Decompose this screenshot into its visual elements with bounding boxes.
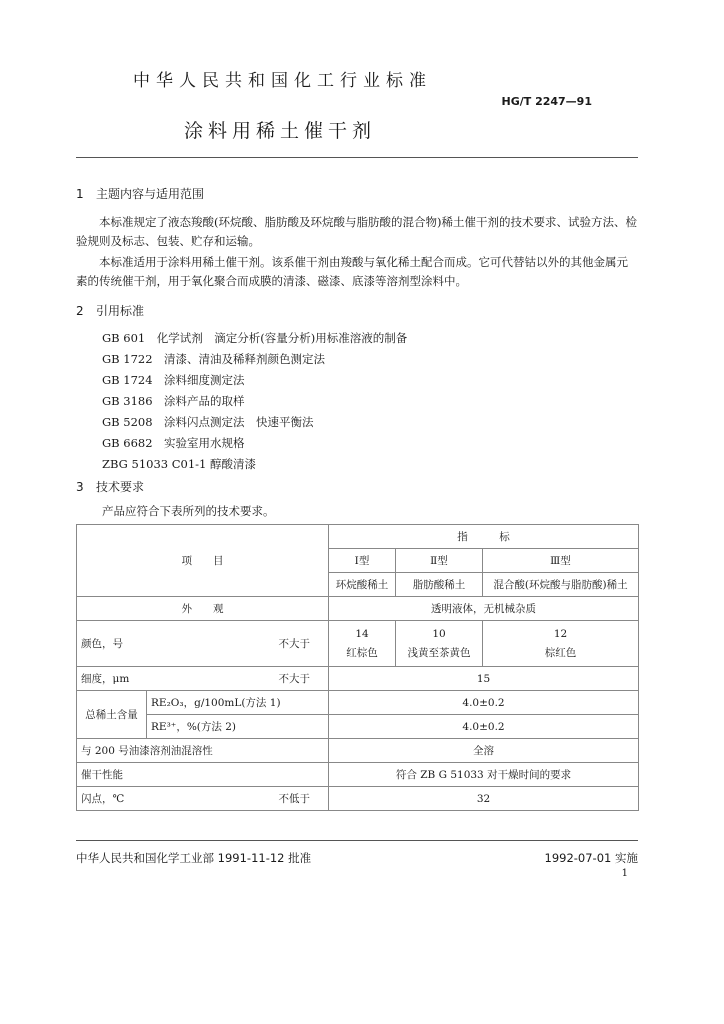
- reference-item: GB 1722 清漆、清油及稀释剂颜色测定法: [102, 352, 326, 366]
- row-condition: 不大于: [261, 667, 329, 691]
- row-label: 细度，μm: [77, 667, 261, 691]
- row-value: 4.0±0.2: [329, 691, 639, 715]
- row-label: 颜色，号: [77, 621, 261, 667]
- standard-code: HG/T 2247—91: [501, 95, 592, 108]
- row-value: 15: [329, 667, 639, 691]
- table-row: [77, 597, 639, 621]
- row-condition: 不低于: [261, 787, 329, 811]
- table-row: [77, 715, 639, 739]
- color-number: 12: [553, 627, 568, 640]
- row-condition: 不大于: [261, 621, 329, 667]
- reference-item: ZBG 51033 C01-1 醇酸清漆: [102, 457, 257, 471]
- row-value: 全溶: [329, 739, 639, 763]
- section-title: 主题内容与适用范围: [96, 187, 205, 201]
- table-row: [77, 621, 639, 667]
- section-number: 1: [76, 187, 84, 201]
- table-row: [77, 763, 639, 787]
- type-cell: Ⅰ型: [329, 549, 396, 573]
- approval-date: 中华人民共和国化学工业部 1991-11-12 批准: [76, 851, 312, 865]
- section-title: 技术要求: [96, 480, 145, 494]
- section-title: 引用标准: [96, 304, 145, 318]
- reference-item: GB 3186 涂料产品的取样: [102, 394, 245, 408]
- item-column-header: 项 目: [77, 525, 329, 597]
- row-value: [396, 621, 483, 667]
- table-row: [77, 691, 639, 715]
- row-value: 4.0±0.2: [329, 715, 639, 739]
- table-row: [77, 787, 639, 811]
- page-number: 1: [621, 868, 628, 879]
- row-label: 总稀土含量: [77, 691, 147, 739]
- row-value: 透明液体，无机械杂质: [329, 597, 639, 621]
- table-row: [77, 667, 639, 691]
- reference-item: GB 601 化学试剂 滴定分析(容量分析)用标准溶液的制备: [102, 331, 408, 345]
- color-number: 10: [432, 627, 446, 640]
- technical-requirements-table: [76, 524, 639, 811]
- section-number: 2: [76, 304, 84, 318]
- row-label: 与 200 号油漆溶剂油混溶性: [77, 739, 329, 763]
- index-column-header: 指 标: [329, 525, 639, 549]
- section-number: 3: [76, 480, 84, 494]
- reference-item: GB 5208 涂料闪点测定法 快速平衡法: [102, 415, 314, 429]
- reference-item: GB 1724 涂料细度测定法: [102, 373, 245, 387]
- color-description: 棕红色: [544, 646, 577, 659]
- color-number: 14: [355, 627, 369, 640]
- type-name-cell: 环烷酸稀土: [329, 573, 396, 597]
- section-1-heading: [76, 185, 204, 202]
- reference-item: GB 6682 实验室用水规格: [102, 436, 245, 450]
- footer-divider: [76, 840, 638, 841]
- color-description: 浅黄至茶黄色: [407, 646, 471, 659]
- type-cell: Ⅱ型: [396, 549, 483, 573]
- row-sub-label: RE₂O₃，g/100mL(方法 1): [147, 691, 329, 715]
- section-3-heading: [76, 478, 144, 495]
- issuing-organization: 中华人民共和国化工行业标准: [133, 71, 432, 91]
- row-value: [483, 621, 639, 667]
- paragraph: 本标准适用于涂料用稀土催干剂。该系催干剂由羧酸与氧化稀土配合而成。它可代替钴以外的其他金属元素的传统催干剂，用于氧化聚合而成膜的清漆、磁漆、底漆等溶剂型涂料中。: [76, 255, 628, 288]
- header-divider: [76, 157, 638, 158]
- row-sub-label: RE³⁺，%(方法 2): [147, 715, 329, 739]
- document-title: 涂料用稀土催干剂: [184, 120, 377, 142]
- color-description: 红棕色: [346, 646, 378, 659]
- row-value: 符合 ZB G 51033 对干燥时间的要求: [329, 763, 639, 787]
- row-value: 32: [329, 787, 639, 811]
- section-2-heading: [76, 302, 144, 319]
- type-name-cell: 脂肪酸稀土: [396, 573, 483, 597]
- row-label: 外 观: [77, 597, 329, 621]
- type-cell: Ⅲ型: [483, 549, 639, 573]
- type-name-cell: 混合酸(环烷酸与脂肪酸)稀土: [483, 573, 639, 597]
- table-intro: 产品应符合下表所列的技术要求。: [102, 504, 275, 518]
- row-label: 催干性能: [77, 763, 329, 787]
- row-label: 闪点，℃: [77, 787, 261, 811]
- table-header-row: [77, 525, 639, 549]
- table-row: [77, 739, 639, 763]
- row-value: [329, 621, 396, 667]
- paragraph: 本标准规定了液态羧酸(环烷酸、脂肪酸及环烷酸与脂肪酸的混合物)稀土催干剂的技术要求、试验方法、检验规则及标志、包装、贮存和运输。: [76, 215, 637, 248]
- effective-date: 1992-07-01 实施: [544, 851, 638, 865]
